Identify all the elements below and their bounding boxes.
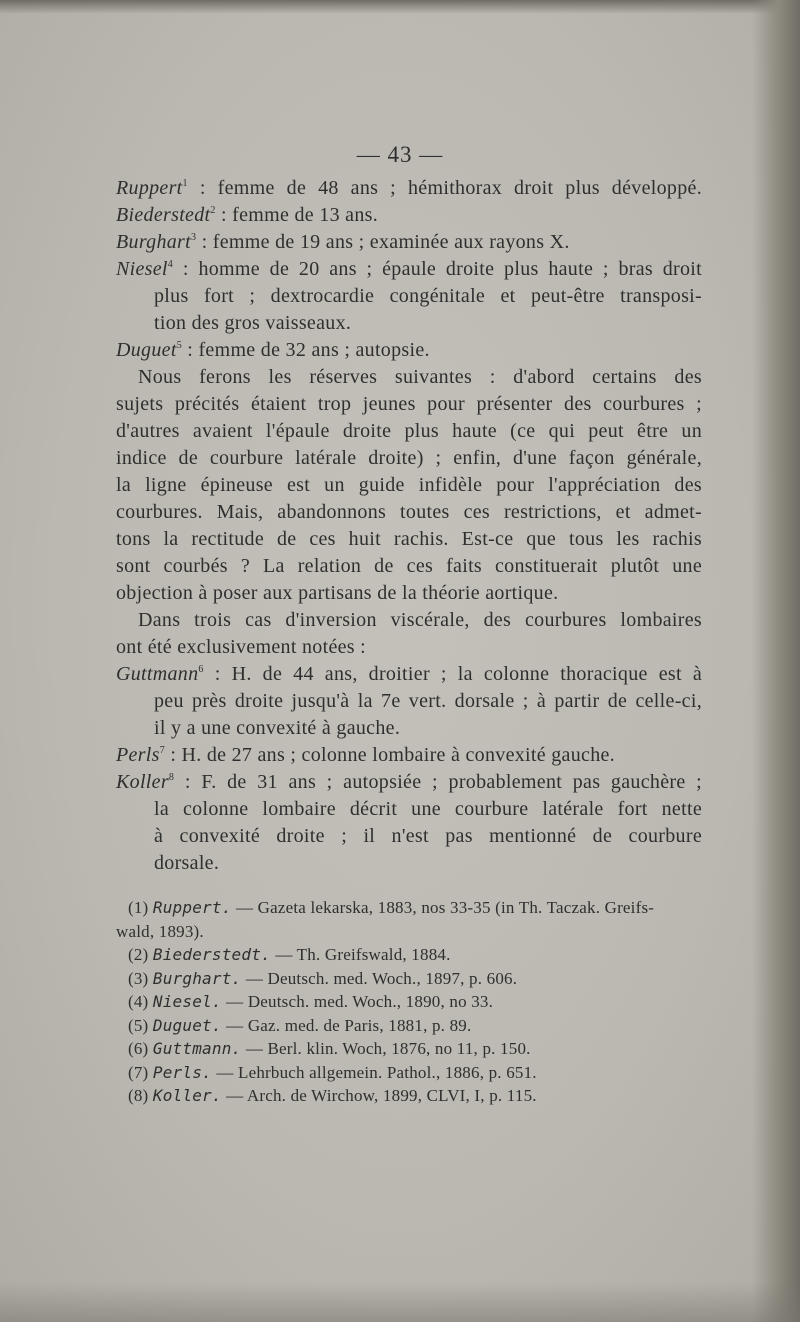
case-line: Niesel$^4$ : homme de 20 ans ; épaule droite plus haute ; bras droit <box>116 258 702 280</box>
footnote: (3) Burghart. — Deutsch. med. Woch., 1897, p. 606. <box>128 968 518 988</box>
footnote-continuation: wald, 1893). <box>116 921 204 941</box>
case-continuation: dorsale. <box>154 852 220 874</box>
case-line: Ruppert$^1$ : femme de 48 ans ; hémithorax droit plus développé. <box>116 177 702 199</box>
case-line: Biederstedt$^2$ : femme de 13 ans. <box>116 204 379 226</box>
case-continuation: à convexité droite ; il n'est pas mentionné de courbure <box>154 825 702 847</box>
case-continuation: tion des gros vaisseaux. <box>154 312 352 334</box>
paragraph-line: indice de courbure latérale droite) ; enfin, d'une façon générale, <box>116 447 702 469</box>
page-bottom-edge <box>0 1282 800 1322</box>
page-right-edge <box>752 0 800 1322</box>
paragraph-line: courbures. Mais, abandonnons toutes ces restrictions, et admet- <box>116 501 702 523</box>
case-continuation: il y a une convexité à gauche. <box>154 717 401 739</box>
case-continuation: plus fort ; dextrocardie congénitale et peut-être transposi- <box>154 285 702 307</box>
footnote: (8) Koller. — Arch. de Wirchow, 1899, CLVI, I, p. 115. <box>128 1086 537 1105</box>
paragraph-line: tons la rectitude de ces huit rachis. Est-ce que tous les rachis <box>116 528 702 550</box>
paragraph-line: d'autres avaient l'épaule droite plus haute (ce qui peut être un <box>116 420 702 442</box>
case-line: Duguet$^5$ : femme de 32 ans ; autopsie. <box>116 339 430 361</box>
case-line: Perls$^7$ : H. de 27 ans ; colonne lombaire à convexité gauche. <box>116 744 615 766</box>
footnote: (6) Guttmann. — Berl. klin. Woch, 1876, no 11, p. 150. <box>128 1039 531 1058</box>
paragraph-line: sujets précités étaient trop jeunes pour présenter des courbures ; <box>116 393 702 415</box>
case-line: Koller$^8$ : F. de 31 ans ; autopsiée ; probablement pas gauchère ; <box>116 771 702 793</box>
footnote: (1) Ruppert. — Gazeta lekarska, 1883, nos 33-35 (in Th. Taczak. Greifs- <box>128 898 655 917</box>
paragraph-line: Nous ferons les réserves suivantes : d'abord certains des <box>138 366 702 388</box>
paragraph-line: la ligne épineuse est un guide infidèle pour l'appréciation des <box>116 474 702 496</box>
footnote: (2) Biederstedt. — Th. Greifswald, 1884. <box>128 945 451 964</box>
page-top-edge <box>0 0 800 14</box>
paragraph-line: sont courbés ? La relation de ces faits constituerait plutôt une <box>116 555 702 577</box>
footnote: (7) Perls. — Lehrbuch allgemein. Pathol., 1886, p. 651. <box>128 1062 537 1082</box>
footnotes <box>116 896 706 1108</box>
paragraph-line: ont été exclusivement notées : <box>116 636 367 658</box>
footnote: (4) Niesel. — Deutsch. med. Woch., 1890, no 33. <box>128 992 494 1011</box>
case-continuation: peu près droite jusqu'à la 7e vert. dorsale ; à partir de celle-ci, <box>154 690 702 712</box>
case-continuation: la colonne lombaire décrit une courbure latérale fort nette <box>154 798 702 820</box>
page-number: — 43 — <box>356 142 444 167</box>
case-line: Guttmann$^6$ : H. de 44 ans, droitier ; la colonne thoracique est à <box>116 663 702 685</box>
paragraph-line: objection à poser aux partisans de la théorie aortique. <box>116 582 559 604</box>
main-text <box>116 175 702 877</box>
footnote: (5) Duguet. — Gaz. med. de Paris, 1881, p. 89. <box>128 1015 472 1035</box>
case-line: Burghart$^3$ : femme de 19 ans ; examinée aux rayons X. <box>116 231 570 253</box>
paragraph-line: Dans trois cas d'inversion viscérale, des courbures lombaires <box>138 609 702 631</box>
